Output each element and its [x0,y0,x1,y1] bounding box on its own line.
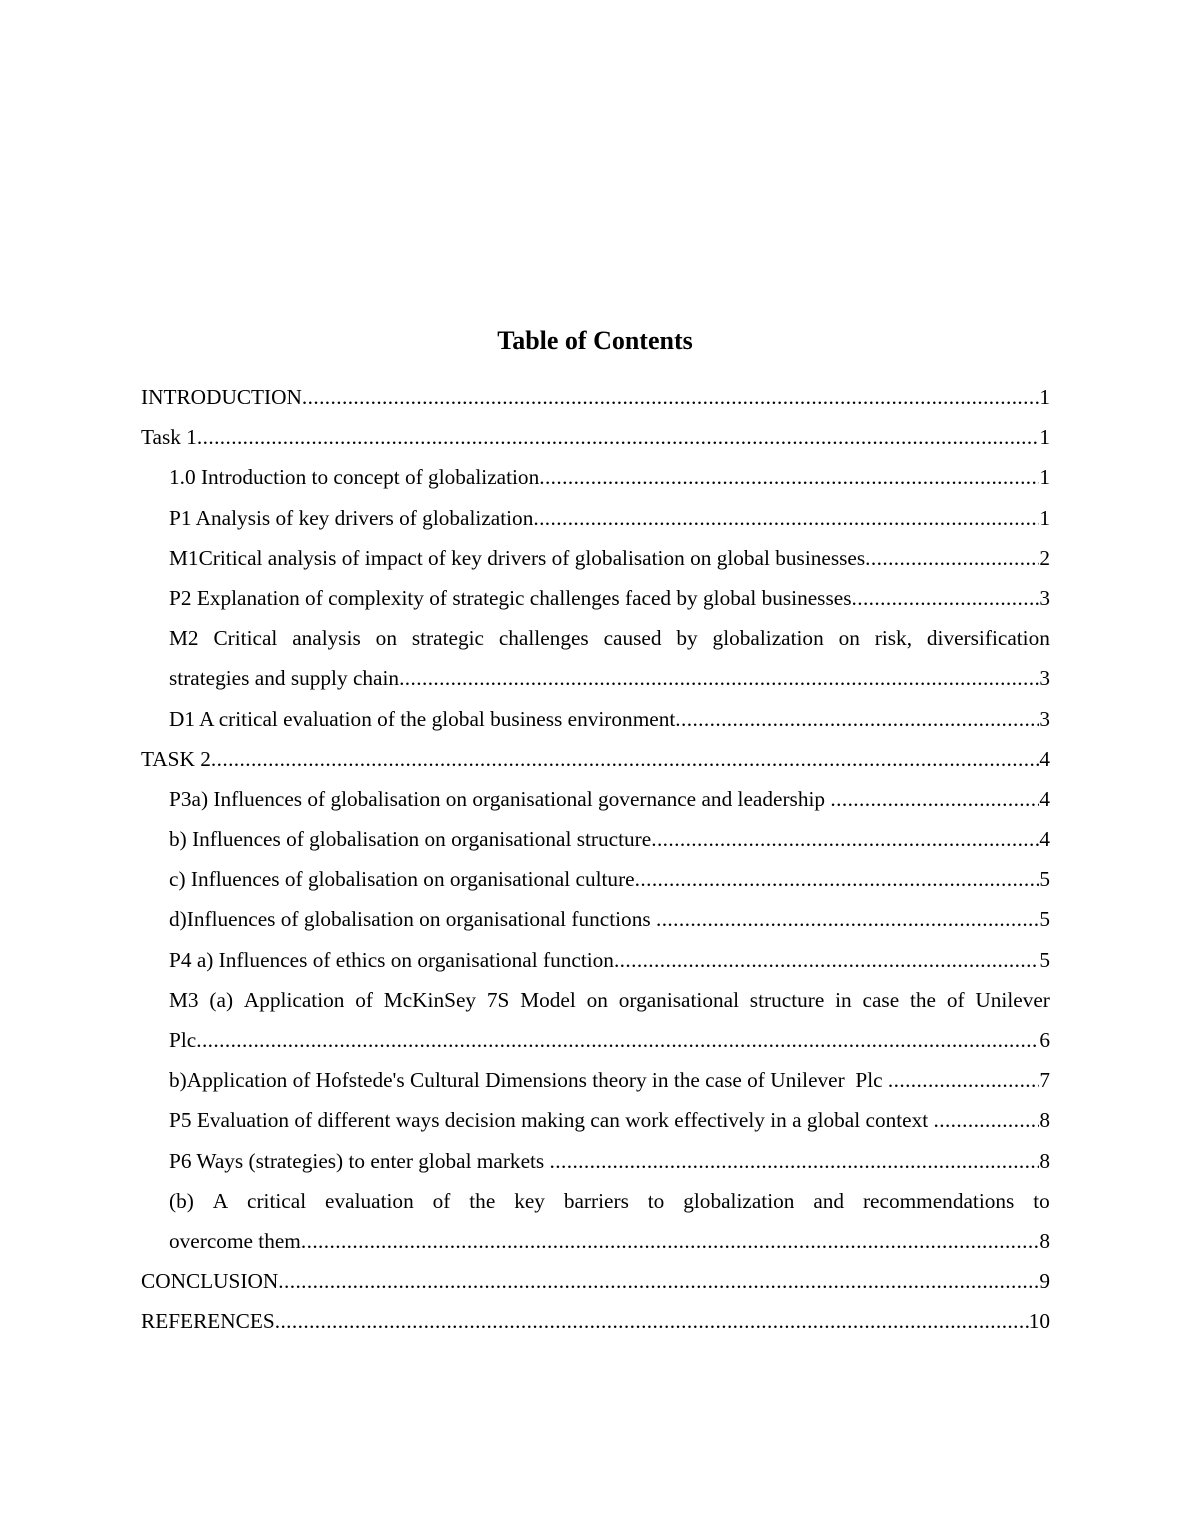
toc-word: critical [247,1188,307,1213]
toc-entry-label-line2: overcome them [169,1228,301,1253]
toc-entry-label: b)Application of Hofstede's Cultural Dimensions theory in the case of Unilever Plc [169,1068,888,1093]
toc-entry-task-2[interactable] [141,739,1050,779]
dot-leader [635,859,1040,899]
toc-page-number: 1 [1039,505,1050,530]
toc-word: (b) [169,1188,194,1213]
dot-leader [302,377,1039,417]
toc-page-number: 3 [1039,706,1050,731]
toc-word: A [212,1188,229,1213]
toc-word: to [647,1188,665,1213]
toc-word: Unilever [975,987,1050,1012]
toc-entry-label-line2: strategies and supply chain [169,666,400,691]
toc-word: Model [520,987,576,1012]
dot-leader [197,417,1039,457]
dot-leader [275,1301,1029,1341]
toc-entry-p3d[interactable] [169,899,1050,939]
toc-word: on [586,987,608,1012]
toc-page-number: 3 [1039,666,1050,691]
toc-entry-m1[interactable] [169,538,1050,578]
toc-entry-label: P6 Ways (strategies) to enter global markets [169,1148,550,1173]
toc-page-number: 5 [1039,907,1050,932]
toc-word: M3 [169,987,199,1012]
dot-leader [550,1141,1040,1181]
dot-leader [934,1100,1040,1140]
toc-word: by [676,626,698,651]
toc-word: risk, [874,626,913,651]
toc-word: diversification [926,626,1050,651]
toc-page-number: 6 [1039,1028,1050,1052]
toc-entry-m2[interactable] [169,618,1050,698]
toc-entry-p5[interactable] [169,1100,1050,1140]
dot-leader [399,658,1039,698]
toc-word: strategic [411,626,484,651]
dot-leader [533,498,1039,538]
toc-page-number: 10 [1028,1309,1050,1334]
toc-entry-conclusion[interactable] [141,1261,1050,1301]
toc-word: M2 [169,626,199,651]
toc-page-number: 8 [1039,1108,1050,1133]
toc-entry-p6[interactable] [169,1141,1050,1181]
toc-entry-label-line1 [169,980,1050,1020]
toc-word: on [838,626,860,651]
toc-page-number: 1 [1039,465,1050,490]
toc-word: of [946,987,965,1012]
dot-leader [614,940,1039,980]
toc-entry-label: P4 a) Influences of ethics on organisational function [169,947,614,972]
dot-leader [278,1261,1039,1301]
dot-leader [539,457,1039,497]
toc-page-number: 1 [1039,385,1050,409]
dot-leader [675,699,1039,739]
toc-word: (a) [209,987,234,1012]
toc-entry-label-line1 [169,1181,1050,1221]
toc-page-number: 3 [1039,585,1050,610]
toc-entry-label: INTRODUCTION [141,385,302,409]
toc-page-number: 4 [1039,786,1050,811]
toc-word: Application [243,987,345,1012]
toc-entry-p1[interactable] [169,498,1050,538]
toc-word: McKinSey [383,987,477,1012]
toc-page-number: 4 [1039,746,1050,771]
toc-word: the [469,1188,496,1213]
toc-word: key [514,1188,545,1213]
toc-entry-label: P1 Analysis of key drivers of globalization [169,505,534,530]
toc-word: caused [603,626,662,651]
toc-word: structure [749,987,825,1012]
toc-word: of [432,1188,451,1213]
dot-leader [196,1020,1039,1060]
toc-page-number: 5 [1039,867,1050,892]
toc-entry-label: REFERENCES [141,1309,275,1334]
dot-leader [301,1221,1039,1261]
toc-entry-label-line1 [169,618,1050,658]
toc-entry-d1[interactable] [169,699,1050,739]
toc-page-number: 5 [1039,947,1050,972]
toc-entry-label: 1.0 Introduction to concept of globalization [169,465,540,490]
toc-entry-p3a[interactable] [169,779,1050,819]
toc-entry-label: CONCLUSION [141,1269,279,1294]
toc-word: to [1033,1188,1050,1213]
toc-entry-p3c[interactable] [169,859,1050,899]
toc-page-number: 1 [1039,425,1050,450]
toc-word: evaluation [325,1188,414,1213]
toc-word: on [375,626,397,651]
toc-entry-label-line2: Plc [169,1028,197,1052]
toc-entry-p2[interactable] [169,578,1050,618]
table-of-contents [141,377,1050,1342]
toc-page-number: 8 [1039,1228,1050,1253]
toc-entry-label: P3a) Influences of globalisation on organisational governance and leadership [169,786,831,811]
toc-entry-label: d)Influences of globalisation on organisational functions [169,907,656,932]
toc-word: organisational [618,987,739,1012]
toc-word: the [909,987,937,1012]
dot-leader [865,538,1039,578]
toc-word: recommendations [862,1188,1015,1213]
toc-word: in [835,987,852,1012]
toc-word: 7S [486,987,510,1012]
dot-leader [830,779,1039,819]
toc-entry-1-0[interactable] [169,457,1050,497]
toc-entry-m3b[interactable] [169,1060,1050,1100]
toc-word: globalization [683,1188,795,1213]
toc-title: Table of Contents [497,326,693,355]
toc-page-number: 2 [1039,545,1050,570]
toc-entry-p6b[interactable] [169,1181,1050,1261]
dot-leader [651,819,1039,859]
toc-entry-label: c) Influences of globalisation on organisational culture [169,867,635,892]
toc-entry-references[interactable] [141,1301,1050,1341]
toc-word: case [862,987,900,1012]
toc-entry-p4a[interactable] [169,940,1050,980]
dot-leader [656,899,1039,939]
toc-page-number: 4 [1039,827,1050,852]
toc-page-number: 9 [1039,1269,1050,1294]
dot-leader [852,578,1040,618]
toc-page-number: 8 [1039,1148,1050,1173]
toc-page-number: 7 [1039,1068,1050,1093]
toc-entry-label: P2 Explanation of complexity of strategic challenges faced by global businesses [169,585,852,610]
toc-entry-label: P5 Evaluation of different ways decision making can work effectively in a global context [169,1108,934,1133]
toc-entry-p3b[interactable] [169,819,1050,859]
toc-word: and [813,1188,845,1213]
toc-entry-m3[interactable] [169,980,1050,1060]
toc-entry-introduction[interactable] [141,377,1050,417]
toc-entry-label: b) Influences of globalisation on organisational structure [169,827,652,852]
toc-entry-label: D1 A critical evaluation of the global business environment [169,706,676,731]
toc-word: Critical [213,626,278,651]
toc-entry-label: Task 1 [141,425,197,450]
dot-leader [211,739,1039,779]
toc-word: analysis [292,626,361,651]
toc-entry-label: TASK 2 [141,746,211,771]
dot-leader [888,1060,1039,1100]
toc-word: of [355,987,373,1012]
toc-word: challenges [498,626,589,651]
toc-word: globalization [712,626,824,651]
toc-entry-label: M1Critical analysis of impact of key drivers of globalisation on global businesses [169,545,866,570]
toc-word: barriers [563,1188,629,1213]
toc-entry-task-1[interactable] [141,417,1050,457]
